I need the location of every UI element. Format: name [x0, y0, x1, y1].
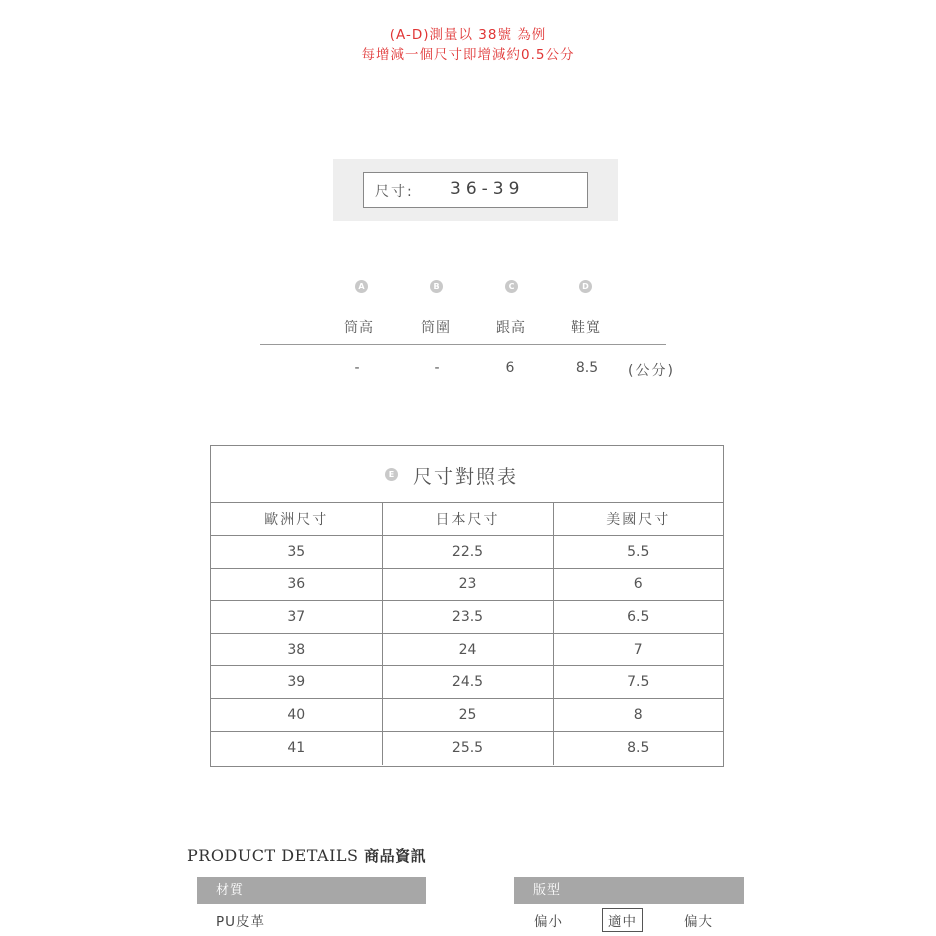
- eu-size-cell: 40: [211, 699, 382, 732]
- size-chart-table: [211, 503, 723, 765]
- measure-value-shaft-circumference: -: [434, 360, 440, 376]
- fit-option-regular-selected: 適中: [602, 908, 643, 932]
- us-size-cell: 6: [553, 568, 723, 601]
- measurement-note-line2: 每增減一個尺寸即增減約0.5公分: [361, 47, 575, 63]
- size-range-panel: [333, 159, 618, 221]
- eu-size-cell: 38: [211, 633, 382, 666]
- jp-size-cell: 23: [382, 568, 553, 601]
- table-row: [211, 699, 723, 732]
- us-size-cell: 8.5: [627, 740, 650, 757]
- table-row: [211, 633, 723, 666]
- eu-size-cell: 39: [211, 666, 382, 699]
- size-chart-header: [211, 446, 723, 503]
- jp-size-cell: 25.5: [382, 731, 553, 765]
- measure-label-shoe-width: 鞋寬: [571, 320, 601, 336]
- badge-c-icon: C: [505, 280, 518, 293]
- product-details-title-zh: 商品資訊: [364, 847, 427, 865]
- header-us-size: 美國尺寸: [553, 503, 723, 536]
- jp-size-cell: 24: [382, 633, 553, 666]
- us-size-cell: 7: [553, 633, 723, 666]
- size-chart-title: 尺寸對照表: [413, 466, 519, 488]
- table-row: [211, 536, 723, 569]
- table-row: [211, 568, 723, 601]
- measure-label-shaft-height: 筒高: [344, 320, 374, 336]
- measurement-unit: (公分): [628, 363, 675, 379]
- us-size-cell: 7.5: [553, 666, 723, 699]
- us-size-cell: 5.5: [553, 536, 723, 569]
- measure-value-shaft-height: -: [354, 360, 360, 376]
- badge-d-icon: D: [579, 280, 592, 293]
- eu-size-cell: 37: [211, 601, 382, 634]
- size-conversion-chart: [210, 445, 724, 767]
- header-eu-size: 歐洲尺寸: [211, 503, 382, 536]
- measure-label-shaft-circumference: 筒圍: [421, 320, 451, 336]
- measure-value-shoe-width: 8.5: [575, 360, 599, 376]
- jp-size-cell: 23.5: [382, 601, 553, 634]
- measure-value-heel-height: 6: [505, 360, 515, 376]
- jp-size-cell: 22.5: [382, 536, 553, 569]
- jp-size-cell: 25: [382, 699, 553, 732]
- measurement-note-line1: (A-D)測量以 38號 為例: [389, 27, 547, 43]
- jp-size-cell: 24.5: [382, 666, 553, 699]
- size-range-label: 尺寸:: [375, 184, 414, 200]
- product-details-title: [187, 845, 426, 866]
- badge-a-icon: A: [355, 280, 368, 293]
- us-size-cell: 8: [553, 699, 723, 732]
- material-value: PU皮革: [216, 914, 266, 930]
- size-range-box: [363, 172, 588, 208]
- size-range-value: 36-39: [450, 179, 525, 199]
- table-row: [211, 666, 723, 699]
- eu-size-cell: 36: [211, 568, 382, 601]
- measure-label-heel-height: 跟高: [496, 320, 526, 336]
- table-row: [211, 601, 723, 634]
- table-header-row: [211, 503, 723, 536]
- fit-option-small: 偏小: [534, 914, 563, 930]
- badge-e-icon: E: [385, 468, 398, 481]
- eu-size-cell: 35: [211, 536, 382, 569]
- material-header-bar: 材質: [197, 877, 426, 904]
- measurement-divider: [260, 344, 666, 345]
- us-size-cell: 6.5: [553, 601, 723, 634]
- fit-header-bar: 版型: [514, 877, 744, 904]
- badge-b-icon: B: [430, 280, 443, 293]
- fit-option-large: 偏大: [684, 914, 713, 930]
- header-jp-size: 日本尺寸: [382, 503, 553, 536]
- eu-size-cell: 41: [211, 731, 382, 765]
- table-row: [211, 731, 723, 765]
- product-details-title-en: PRODUCT DETAILS: [187, 846, 359, 865]
